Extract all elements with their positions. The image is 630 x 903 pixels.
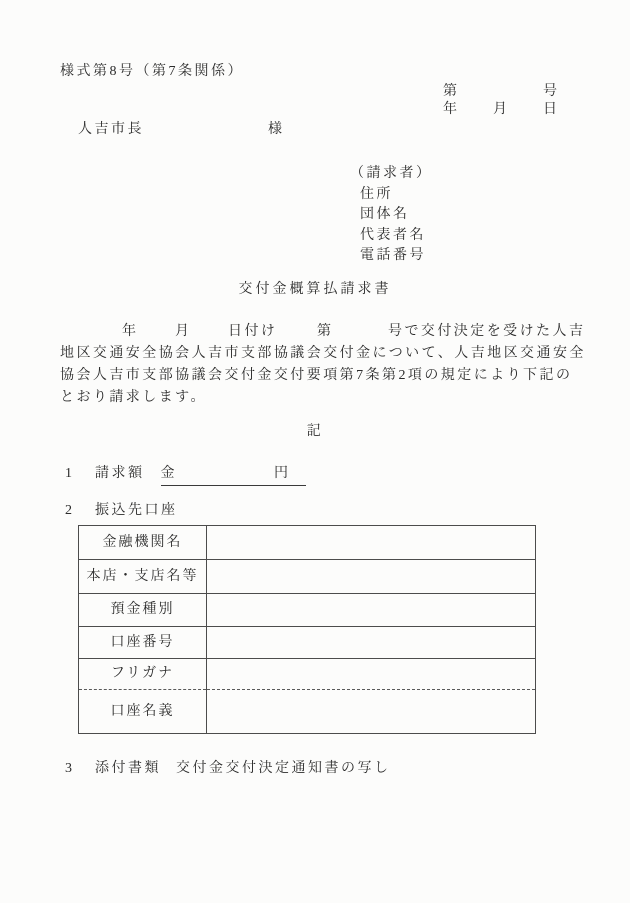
item-amount-requested	[65, 467, 306, 486]
item-attached-documents	[65, 762, 391, 776]
body-line-3: 協会人吉市支部協議会交付金交付要項第7条第2項の規定により下記の	[60, 368, 573, 383]
document-title: 交付金概算払請求書	[238, 282, 392, 297]
body-paragraph	[60, 321, 586, 409]
item2-number: 2	[65, 503, 72, 518]
table-row	[79, 560, 536, 594]
branch-name-input-cell[interactable]	[207, 560, 536, 594]
body-year-label: 年	[122, 324, 139, 339]
bank-account-table	[78, 525, 536, 734]
table-row	[79, 526, 536, 560]
addressee-line	[0, 123, 630, 139]
date-month-label: 月	[493, 102, 510, 117]
financial-institution-input-cell[interactable]	[207, 526, 536, 560]
body-line-1	[60, 321, 586, 343]
body-line-4: とおり請求します。	[60, 390, 207, 405]
requester-field-address: 住所	[360, 186, 393, 202]
body-dai-label: 第	[317, 324, 334, 339]
table-row	[79, 627, 536, 659]
account-number-input-cell[interactable]	[207, 627, 536, 659]
requester-field-organization: 団体名	[360, 207, 410, 223]
date-line	[0, 103, 630, 119]
requester-block	[350, 164, 433, 267]
account-holder-input-cell[interactable]	[207, 690, 536, 734]
row-label-account-number: 口座番号	[79, 627, 207, 659]
body-day-label: 日付け	[228, 324, 278, 339]
row-label-branch-name: 本店・支店名等	[79, 560, 207, 594]
currency-prefix: 金	[160, 466, 177, 481]
table-row	[79, 594, 536, 627]
body-line1-text: 号で交付決定を受けた人吉	[388, 324, 586, 339]
requester-field-representative: 代表者名	[360, 227, 426, 243]
doc-number-line	[0, 85, 630, 101]
addressee-honorific: 様	[268, 122, 285, 137]
furigana-input-cell[interactable]	[207, 659, 536, 690]
item1-number: 1	[65, 466, 72, 481]
item3-label: 添付書類	[95, 761, 161, 776]
item1-label: 請求額	[95, 466, 145, 481]
doc-number-suffix: 号	[543, 84, 560, 99]
amount-blank-field[interactable]	[161, 467, 306, 486]
item3-number: 3	[65, 761, 72, 776]
currency-suffix: 円	[274, 466, 291, 481]
item2-label: 振込先口座	[95, 503, 178, 518]
item3-value: 交付金交付決定通知書の写し	[176, 761, 391, 776]
form-style-label: 様式第8号（第7条関係）	[60, 64, 244, 79]
requester-field-phone: 電話番号	[360, 248, 426, 264]
body-month-label: 月	[175, 324, 192, 339]
row-label-account-holder: 口座名義	[79, 690, 207, 734]
addressee-name: 人吉市長	[78, 122, 144, 137]
date-day-label: 日	[543, 102, 560, 117]
row-label-deposit-type: 預金種別	[79, 594, 207, 627]
date-year-label: 年	[443, 102, 460, 117]
deposit-type-input-cell[interactable]	[207, 594, 536, 627]
item-transfer-account	[65, 504, 178, 518]
row-label-furigana: フリガナ	[79, 659, 207, 690]
table-row	[79, 690, 536, 734]
row-label-financial-institution: 金融機関名	[79, 526, 207, 560]
requester-heading: （請求者）	[350, 166, 433, 181]
section-marker-ki: 記	[306, 424, 324, 439]
table-row	[79, 659, 536, 690]
doc-number-prefix: 第	[443, 84, 460, 99]
body-line-2: 地区交通安全協会人吉市支部協議会交付金について、人吉地区交通安全	[60, 346, 586, 361]
